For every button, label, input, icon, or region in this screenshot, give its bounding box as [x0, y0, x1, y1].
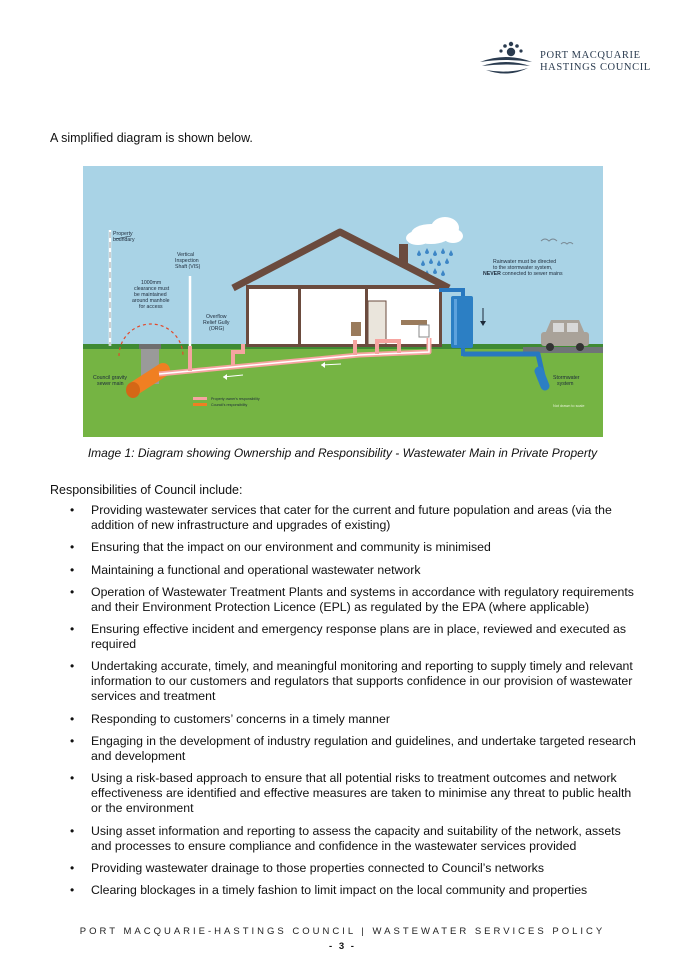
bullet-icon: •: [70, 584, 75, 599]
label-property-boundary-1: Property: [113, 231, 133, 237]
legend-owner-swatch: [193, 397, 207, 400]
page-number: - 3 -: [329, 941, 356, 952]
bullet-icon: •: [70, 659, 75, 674]
list-item: [50, 712, 640, 727]
list-item: [50, 585, 640, 615]
list-item-text: Clearing blockages in a timely fashion to limit impact on the local community and properties: [91, 883, 588, 898]
bullet-icon: •: [70, 860, 75, 875]
label-storm-2: system: [557, 381, 574, 387]
list-item: [50, 503, 640, 533]
responsibilities-heading: Responsibilities of Council include:: [50, 483, 243, 497]
bullet-icon: •: [70, 711, 75, 726]
list-item: [50, 622, 640, 652]
label-storm-1: Stormwater: [553, 375, 580, 381]
bullet-icon: •: [70, 622, 75, 637]
legend-council-label: Council's responsibility: [211, 403, 248, 407]
figure-caption: Image 1: Diagram showing Ownership and Responsibility - Wastewater Main in Private Property: [87, 446, 598, 460]
bullet-icon: •: [70, 503, 75, 517]
list-item-text: Maintaining a functional and operational wastewater network: [91, 562, 421, 577]
label-clearance-2: clearance must: [134, 286, 170, 292]
bullet-icon: •: [70, 771, 75, 786]
legend-council-swatch: [193, 403, 207, 406]
list-item-text: Ensuring that the impact on our environment and community is minimised: [91, 540, 491, 555]
list-item: [50, 883, 640, 898]
wastewater-ownership-diagram: [83, 166, 603, 437]
label-clearance-5: for access: [139, 304, 163, 310]
council-logo-icon: [478, 38, 534, 78]
label-clearance-3: be maintained: [134, 292, 167, 298]
list-item-text: Ensuring effective incident and emergency response plans are in place, reviewed and executed as required: [91, 622, 627, 652]
logo-line-1: PORT MACQUARIE: [540, 50, 641, 61]
list-item: [50, 734, 640, 764]
bullet-icon: •: [70, 734, 75, 749]
label-org-3: (ORG): [209, 326, 225, 332]
bullet-icon: •: [70, 883, 75, 898]
list-item-text: Undertaking accurate, timely, and meaningful monitoring and reporting to supply timely and relevant information to our customers and regulators that supports confidence in our provision of wastewater services and treatment: [91, 659, 633, 704]
list-item-text: Engaging in the development of industry regulation and guidelines, and undertake targeted research and development: [91, 734, 636, 764]
label-rain-2: to the stormwater system,: [493, 265, 553, 271]
label-org-2: Relief Gully: [203, 320, 230, 326]
bullet-icon: •: [70, 823, 75, 838]
list-item: [50, 771, 640, 816]
label-vis-3: Shaft (VIS): [175, 264, 201, 270]
label-rain-1: Rainwater must be directed: [493, 259, 557, 265]
list-item: [50, 824, 640, 854]
intro-text: A simplified diagram is shown below.: [50, 131, 253, 145]
list-item-text: Providing wastewater drainage to those properties connected to Council’s networks: [91, 860, 544, 875]
list-item-text: Operation of Wastewater Treatment Plants and systems in accordance with regulatory requirements and their Environment Protection Licence (EPL) as regulated by the EPA (where applicable): [91, 584, 634, 614]
logo-line-2: HASTINGS COUNCIL: [540, 62, 651, 73]
label-clearance-4: around manhole: [132, 298, 170, 304]
not-to-scale-note: Not drawn to scale: [553, 404, 585, 408]
responsibilities-list: [50, 503, 640, 906]
label-sewer-2: sewer main: [97, 381, 124, 387]
list-item: [50, 861, 640, 876]
list-item-text: Using asset information and reporting to assess the capacity and suitability of the network, assets and processes to ensure compliance and confidence in the wastewater services provided: [91, 823, 621, 853]
label-property-boundary-2: boundary: [113, 237, 135, 243]
list-item: [50, 659, 640, 704]
label-vis-1: Vertical: [177, 252, 195, 258]
label-vis-2: Inspection: [175, 258, 199, 264]
legend-owner-label: Property owner's responsibility: [211, 397, 260, 401]
list-item-text: Providing wastewater services that cater for the current and future population and areas (via the addition of new infrastructure and upgrades of existing): [91, 503, 612, 532]
list-item: [50, 540, 640, 555]
label-sewer-1: Council gravity: [93, 375, 128, 381]
label-clearance-1: 1000mm: [141, 280, 162, 286]
list-item: [50, 563, 640, 578]
page-footer: PORT MACQUARIE-HASTINGS COUNCIL | WASTEWATER SERVICES POLICY: [79, 926, 606, 937]
label-rain-never: NEVER: [483, 271, 501, 277]
list-item-text: Responding to customers’ concerns in a timely manner: [91, 711, 390, 726]
list-item-text: Using a risk-based approach to ensure that all potential risks to treatment outcomes and network effectiveness are identified and effective measures are taken to minimise any threat to public health or the environment: [91, 771, 632, 816]
label-org-1: Overflow: [206, 314, 227, 320]
label-rain-3: [483, 271, 563, 277]
label-rain-3-text: connected to sewer mains: [500, 271, 563, 277]
council-logo: [478, 38, 651, 78]
bullet-icon: •: [70, 540, 75, 555]
bullet-icon: •: [70, 562, 75, 577]
